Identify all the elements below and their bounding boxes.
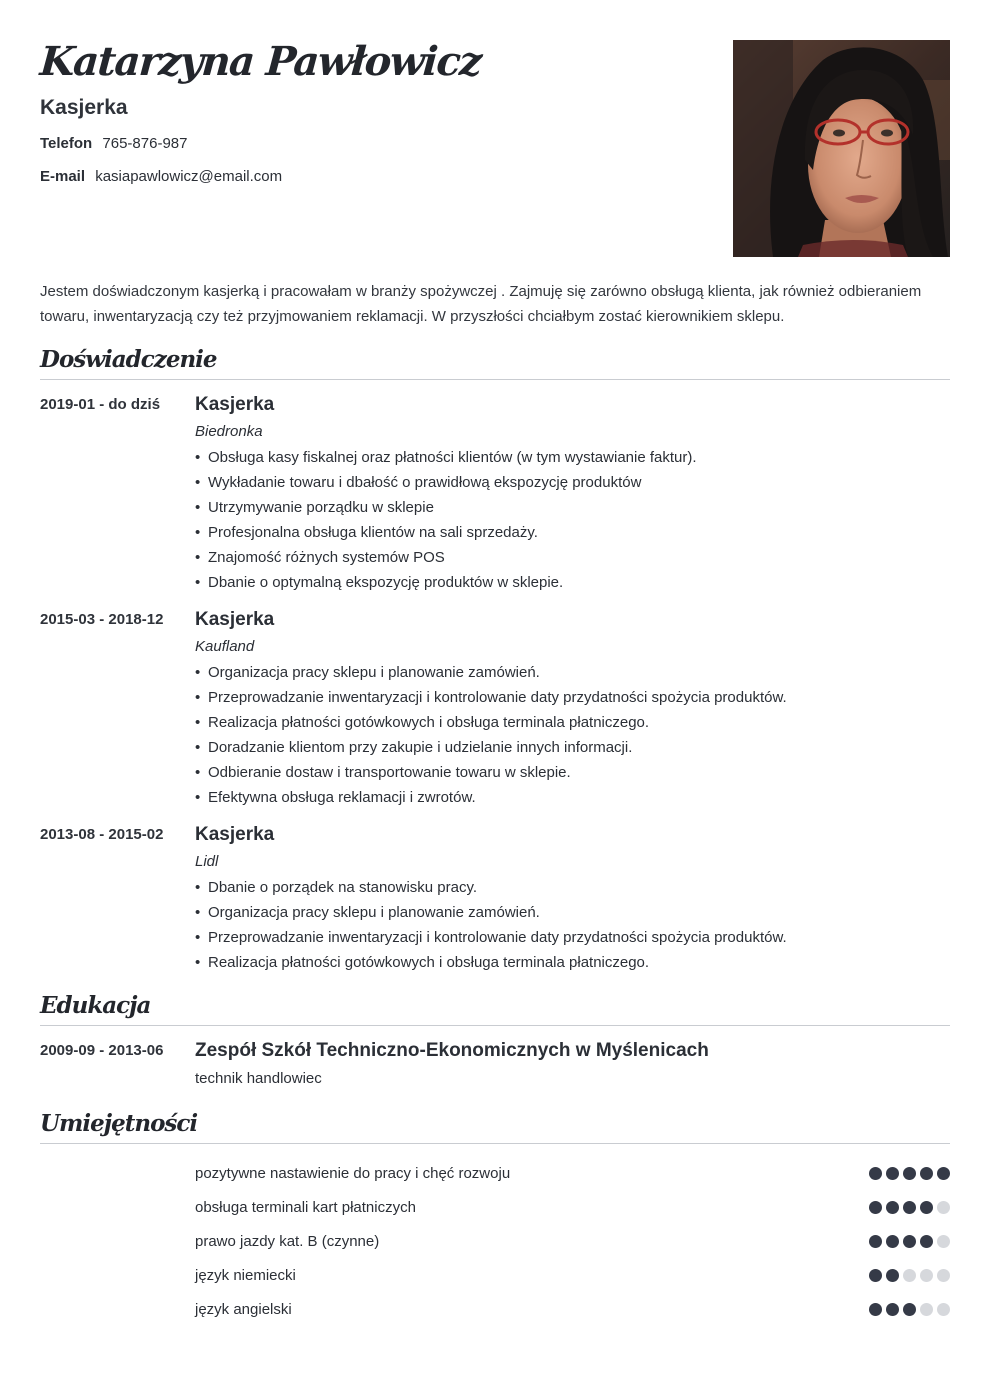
skill-level-dot (903, 1269, 916, 1282)
experience-bullet: • Efektywna obsługa reklamacji i zwrotów. (195, 785, 950, 810)
skill-rating (869, 1201, 950, 1214)
education-section-header (40, 991, 950, 1026)
resume-page (40, 40, 950, 1326)
experience-list (40, 394, 950, 975)
skill-rating (869, 1269, 950, 1282)
experience-bullet-list (195, 445, 950, 595)
skill-level-dot (886, 1269, 899, 1282)
experience-entry (40, 609, 950, 810)
experience-bullet: • Obsługa kasy fiskalnej oraz płatności klientów (w tym wystawianie faktur). (195, 445, 950, 470)
experience-bullet: • Odbieranie dostaw i transportowanie towaru w sklepie. (195, 760, 950, 785)
experience-date: 2013-08 - 2015-02 (40, 826, 164, 843)
skill-level-dot (937, 1167, 950, 1180)
skill-level-dot (920, 1201, 933, 1214)
skill-level-dot (937, 1201, 950, 1214)
education-body (195, 1040, 950, 1087)
skill-level-dot (886, 1167, 899, 1180)
education-entry (40, 1040, 950, 1087)
skill-row (195, 1258, 950, 1292)
skill-level-dot (869, 1201, 882, 1214)
candidate-name: Katarzyna Pawłowicz (38, 38, 483, 85)
skill-level-dot (869, 1269, 882, 1282)
experience-bullet: • Znajomość różnych systemów POS (195, 545, 950, 570)
experience-role: Kasjerka (195, 824, 275, 845)
skill-level-dot (920, 1303, 933, 1316)
skill-name: pozytywne nastawienie do pracy i chęć rozwoju (195, 1164, 511, 1182)
job-title: Kasjerka (40, 96, 128, 119)
experience-body (195, 824, 950, 975)
skill-level-dot (920, 1167, 933, 1180)
skill-level-dot (886, 1303, 899, 1316)
experience-body (195, 609, 950, 810)
experience-date: 2019-01 - do dziś (40, 396, 161, 413)
experience-bullet: • Realizacja płatności gotówkowych i obsługa terminala płatniczego. (195, 710, 950, 735)
skill-row (195, 1156, 950, 1190)
skill-level-dot (937, 1303, 950, 1316)
skill-name: prawo jazdy kat. B (czynne) (195, 1232, 380, 1250)
skills-section-title: Umiejętności (40, 1110, 198, 1137)
skill-rating (869, 1235, 950, 1248)
experience-body (195, 394, 950, 595)
skill-row (195, 1190, 950, 1224)
experience-bullet-list (195, 875, 950, 975)
skills-list (195, 1156, 950, 1326)
contact-email-value: kasiapawlowicz@email.com (95, 168, 283, 185)
experience-bullet: • Organizacja pracy sklepu i planowanie zamówień. (195, 900, 950, 925)
skill-level-dot (903, 1235, 916, 1248)
education-degree: technik handlowiec (195, 1070, 322, 1087)
skill-level-dot (920, 1235, 933, 1248)
skill-level-dot (869, 1303, 882, 1316)
experience-role: Kasjerka (195, 609, 275, 630)
skill-level-dot (886, 1201, 899, 1214)
skill-row (195, 1292, 950, 1326)
contact-phone-label: Telefon (40, 135, 93, 152)
experience-company: Kaufland (195, 638, 255, 655)
experience-role: Kasjerka (195, 394, 275, 415)
experience-bullet: • Profesjonalna obsługa klientów na sali sprzedaży. (195, 520, 950, 545)
skill-name: język angielski (195, 1300, 292, 1318)
skill-name: obsługa terminali kart płatniczych (195, 1198, 416, 1216)
experience-bullet: • Realizacja płatności gotówkowych i obsługa terminala płatniczego. (195, 950, 950, 975)
skill-level-dot (903, 1167, 916, 1180)
experience-section-header (40, 345, 950, 380)
skill-level-dot (886, 1235, 899, 1248)
skill-level-dot (869, 1167, 882, 1180)
education-date: 2009-09 - 2013-06 (40, 1042, 164, 1059)
contact-phone-value: 765-876-987 (102, 135, 188, 152)
experience-bullet: • Dbanie o porządek na stanowisku pracy. (195, 875, 950, 900)
skill-level-dot (903, 1201, 916, 1214)
experience-entry (40, 394, 950, 595)
skill-level-dot (937, 1235, 950, 1248)
experience-bullet: • Organizacja pracy sklepu i planowanie zamówień. (195, 660, 950, 685)
experience-section-title: Doświadczenie (40, 346, 217, 373)
skill-name: język niemiecki (195, 1266, 296, 1284)
experience-bullet: • Przeprowadzanie inwentaryzacji i kontrolowanie daty przydatności spożycia produktów. (195, 685, 950, 710)
resume-header (40, 40, 950, 257)
experience-bullet: • Dbanie o optymalną ekspozycję produktów w sklepie. (195, 570, 950, 595)
skill-level-dot (903, 1303, 916, 1316)
skill-level-dot (937, 1269, 950, 1282)
skill-rating (869, 1303, 950, 1316)
experience-bullet: • Utrzymywanie porządku w sklepie (195, 495, 950, 520)
skills-section-header (40, 1109, 950, 1144)
experience-company: Lidl (195, 853, 219, 870)
contact-email-label: E-mail (40, 168, 86, 185)
skill-level-dot (920, 1269, 933, 1282)
experience-bullet: • Wykładanie towaru i dbałość o prawidłową ekspozycję produktów (195, 470, 950, 495)
skill-row (195, 1224, 950, 1258)
experience-entry (40, 824, 950, 975)
skill-rating (869, 1167, 950, 1180)
experience-company: Biedronka (195, 423, 263, 440)
profile-photo (733, 40, 950, 257)
experience-bullet-list (195, 660, 950, 810)
experience-date: 2015-03 - 2018-12 (40, 611, 164, 628)
experience-bullet: • Przeprowadzanie inwentaryzacji i kontrolowanie daty przydatności spożycia produktów. (195, 925, 950, 950)
experience-bullet: • Doradzanie klientom przy zakupie i udzielanie innych informacji. (195, 735, 950, 760)
profile-summary: Jestem doświadczonym kasjerką i pracowałam w branży spożywczej . Zajmuję się zarówno obsługą klienta, jak również odbieraniem towaru, inwentaryzacją czy też przyjmowaniem reklamacji. W przyszłości chciałbym zostać kierownikiem sklepu. (40, 283, 922, 325)
education-school: Zespół Szkół Techniczno-Ekonomicznych w Myślenicach (195, 1040, 709, 1061)
skill-level-dot (869, 1235, 882, 1248)
education-section-title: Edukacja (40, 992, 151, 1019)
